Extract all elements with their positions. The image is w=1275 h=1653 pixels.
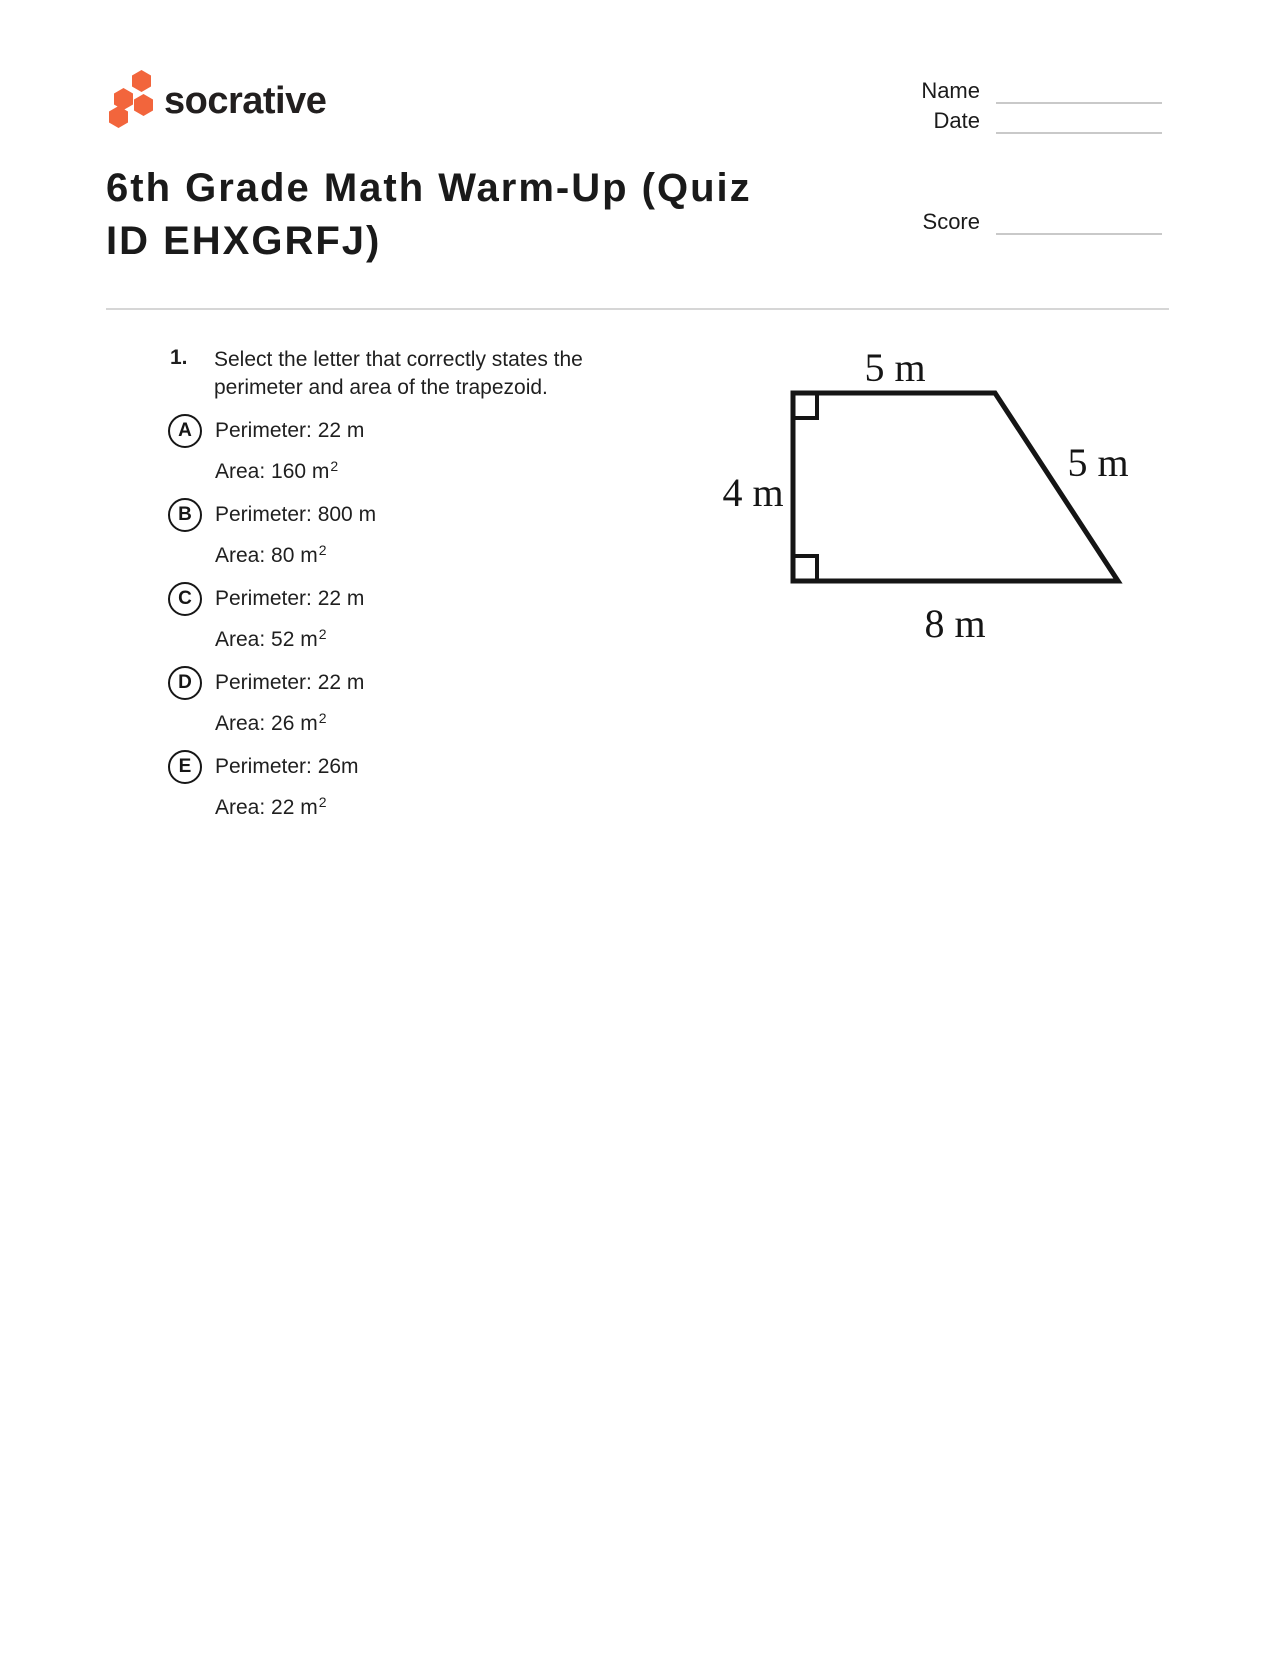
option-area-text [215,616,364,657]
area-exponent: 2 [318,710,327,726]
option-text [215,666,364,741]
hexagon-icon [134,94,153,116]
side-label-right: 5 m [1067,440,1129,485]
name-label: Name [921,78,980,103]
answer-options [168,414,376,834]
option-letter-badge[interactable]: A [168,414,202,448]
socrative-hexagon-icon [100,64,158,130]
question-number: 1. [170,346,188,369]
option-perimeter-text: Perimeter: 26m [215,755,359,778]
date-label: Date [933,108,980,133]
trapezoid-diagram [690,330,1150,650]
option-letter-badge[interactable]: B [168,498,202,532]
area-value: Area: 22 m [215,796,318,819]
side-label-top: 5 m [864,345,926,390]
area-value: Area: 160 m [215,460,330,483]
hexagon-icon [132,70,151,92]
socrative-logo [100,64,326,130]
option-area-text [215,448,364,489]
option-perimeter-text: Perimeter: 22 m [215,587,365,610]
side-label-left: 4 m [722,470,784,515]
option-letter-badge[interactable]: C [168,582,202,616]
name-blank-line[interactable] [996,80,1162,104]
date-blank-line[interactable] [996,110,1162,134]
option-letter-badge[interactable]: E [168,750,202,784]
option-area-text [215,700,364,741]
option-text [215,414,364,489]
right-angle-marker-top-left [796,396,818,419]
area-exponent: 2 [330,458,339,474]
logo-wordmark: socrative [164,79,327,122]
option-row-a[interactable] [168,414,376,489]
hexagon-icon [109,106,128,128]
question-text: Select the letter that correctly states the perimeter and area of the trapezoid. [214,348,583,399]
trapezoid-outline [793,393,1118,581]
section-divider [106,308,1169,310]
option-row-b[interactable] [168,498,376,573]
right-angle-marker-bottom-left [796,556,818,579]
page-title-line1: 6th Grade Math Warm-Up (Quiz [106,166,752,210]
area-exponent: 2 [318,626,327,642]
option-text [215,582,364,657]
area-exponent: 2 [318,542,327,558]
option-letter-badge[interactable]: D [168,666,202,700]
option-perimeter-text: Perimeter: 22 m [215,419,365,442]
area-exponent: 2 [318,794,327,810]
area-value: Area: 52 m [215,628,318,651]
hexagon-icon [114,88,133,110]
area-value: Area: 80 m [215,544,318,567]
side-label-bottom: 8 m [924,601,986,646]
option-row-e[interactable] [168,750,376,825]
option-area-text [215,784,359,825]
score-field-row [870,209,1162,235]
option-text [215,750,359,825]
date-field-row [870,108,1162,134]
option-area-text [215,532,376,573]
option-row-d[interactable] [168,666,376,741]
page-title [106,162,886,268]
area-value: Area: 26 m [215,712,318,735]
option-perimeter-text: Perimeter: 800 m [215,503,377,526]
option-row-c[interactable] [168,582,376,657]
score-label: Score [922,209,980,234]
option-text [215,498,376,573]
score-blank-line[interactable] [996,211,1162,235]
page-title-line2: ID EHXGRFJ) [106,219,382,263]
option-perimeter-text: Perimeter: 22 m [215,671,365,694]
name-field-row [870,78,1162,104]
